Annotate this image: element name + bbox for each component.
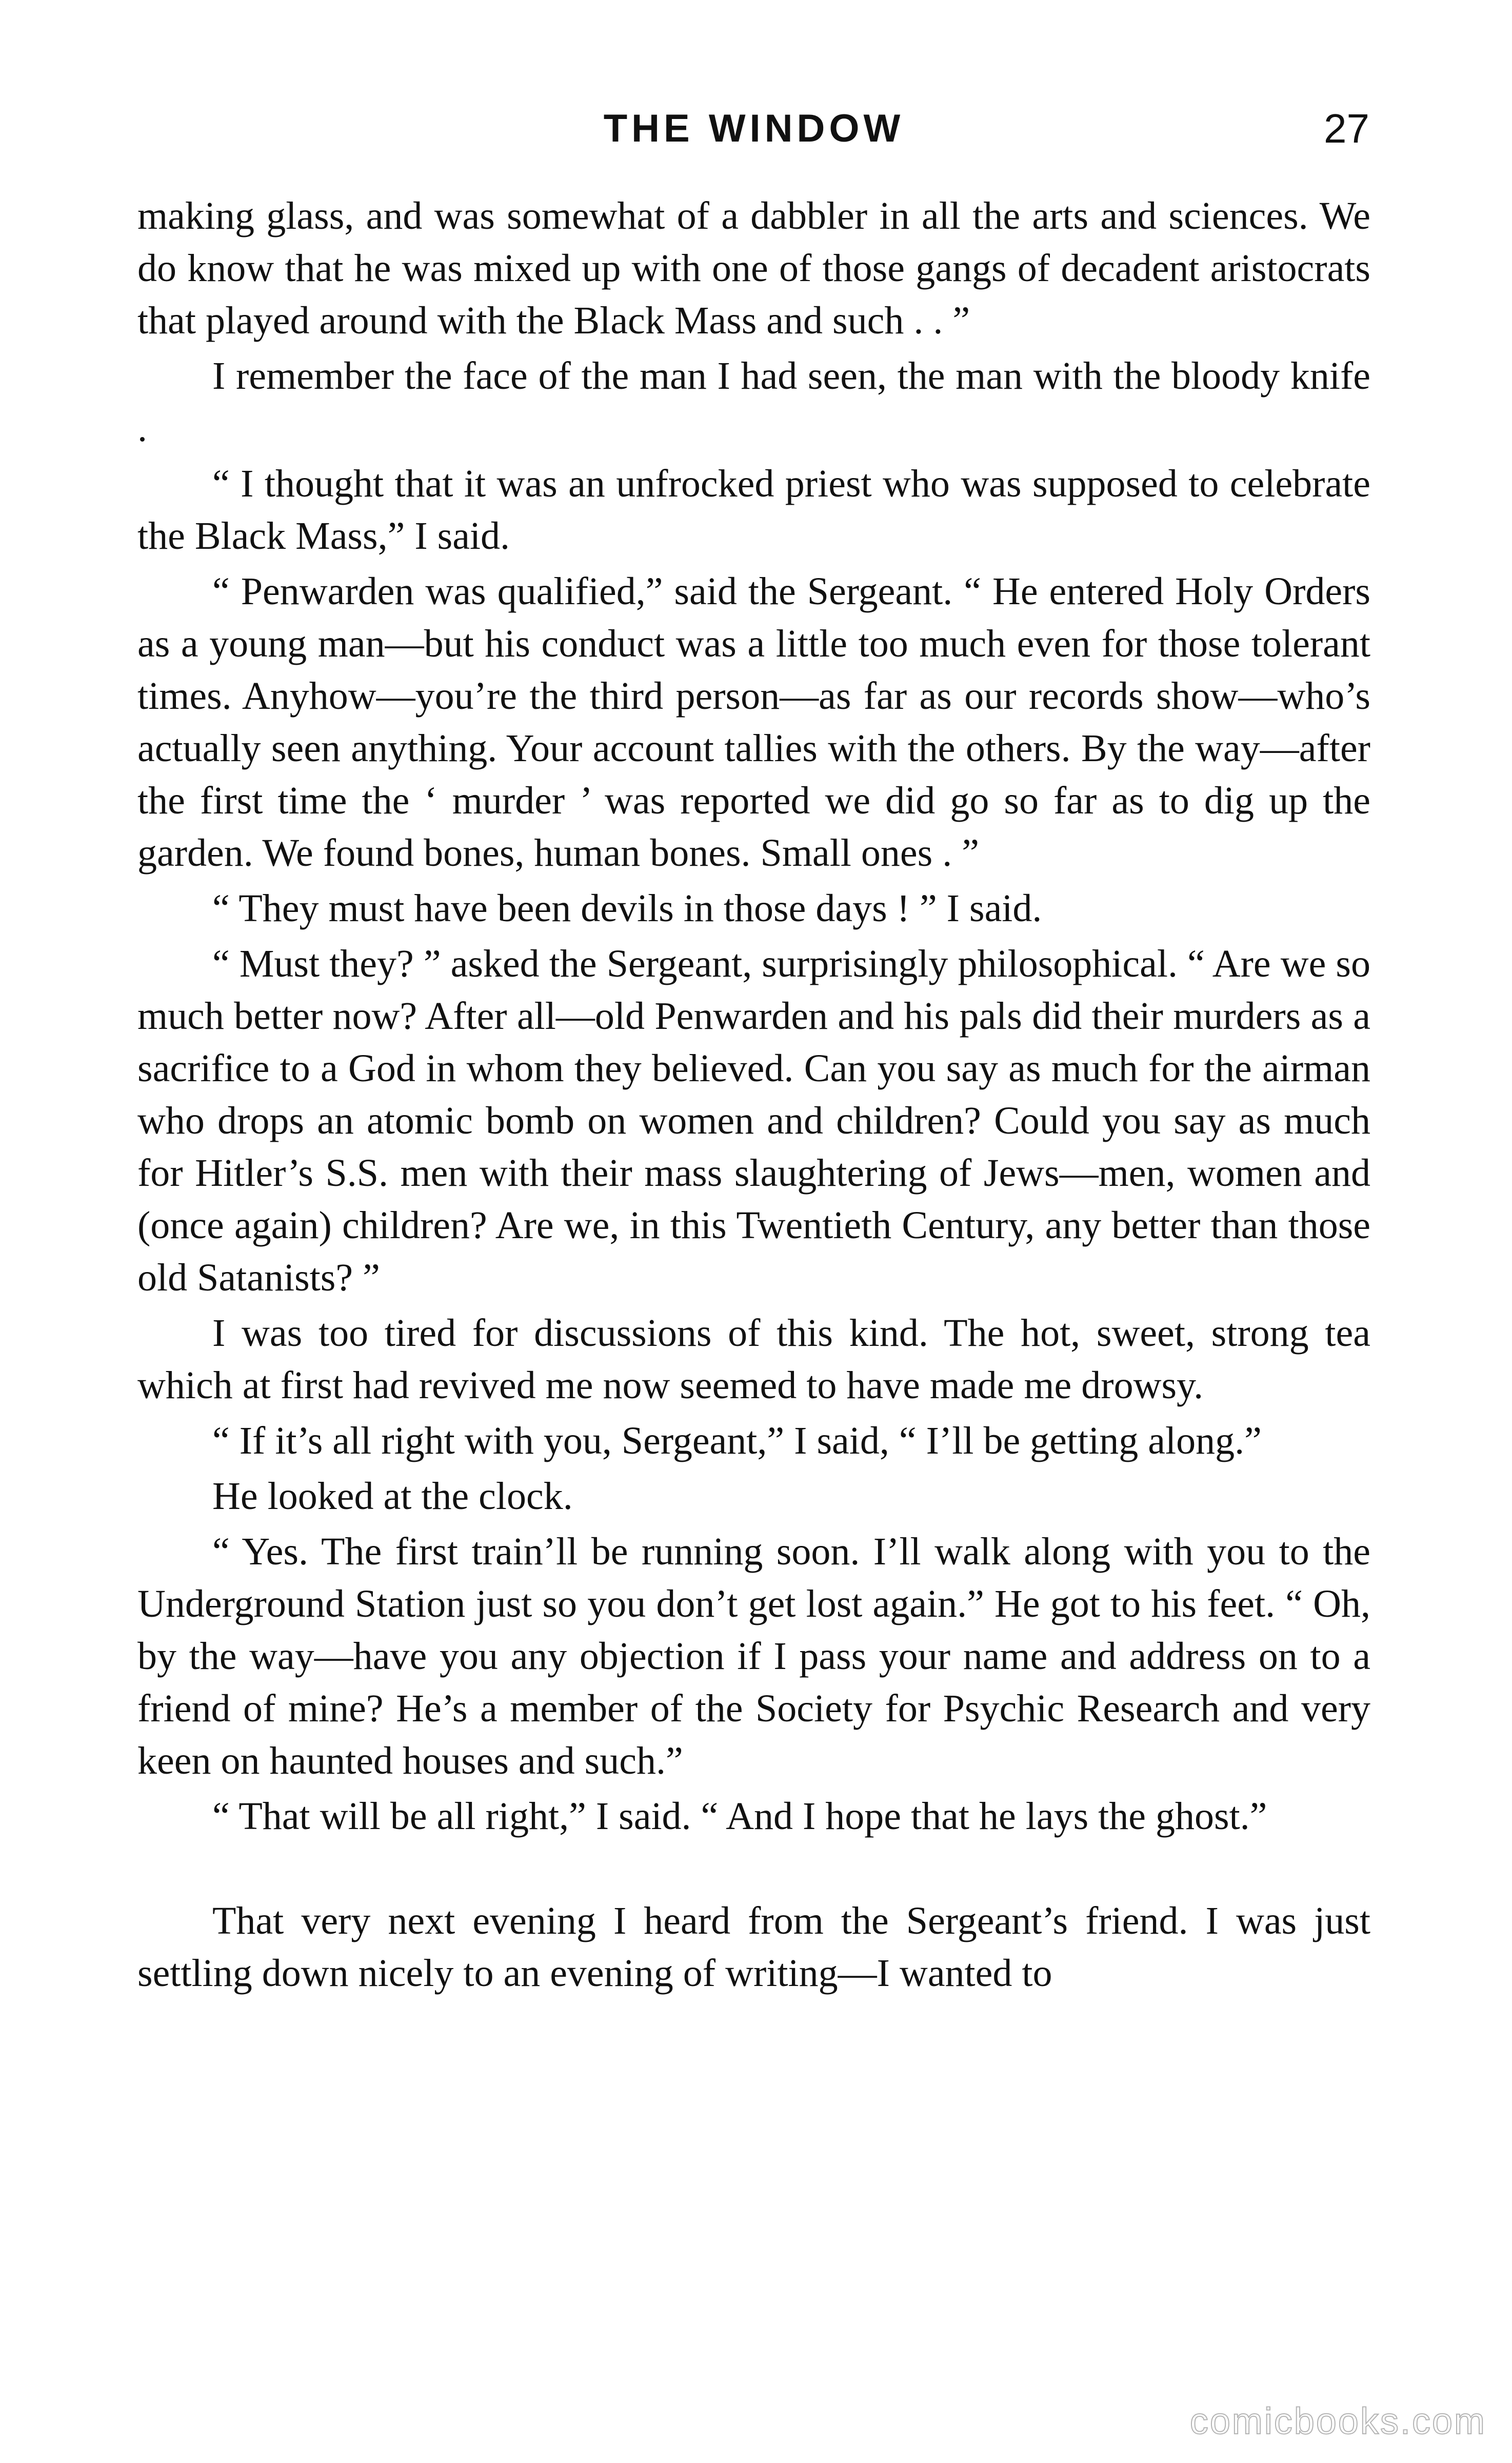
running-title: THE WINDOW: [603, 107, 905, 150]
running-head: [138, 101, 1369, 157]
paragraph: “ Must they? ” asked the Sergeant, surprisingly philosophical. “ Are we so much better now? After all—old Penwarden and his pals did their murders as a sacrifice to a God in whom they believed. Can you say as much for the airman who drops an atomic bomb on women and children? Could you say as much for Hitler’s S.S. men with their mass slaughtering of Jews—men, women and (once again) children? Are we, in this Twentieth Century, any better than those old Satanists? ”: [137, 942, 1370, 1299]
paragraph: “ They must have been devils in those days ! ” I said.: [212, 887, 1042, 930]
watermark: comicbooks.com: [1189, 2401, 1486, 2442]
paragraph: I remember the face of the man I had seen, the man with the bloody knife .: [137, 354, 1370, 450]
paragraph: “ Yes. The first train’ll be running soon. I’ll walk along with you to the Underground Station just so you don’t get lost again.” He got to his feet. “ Oh, by the way—have you any objection if I pass your name and address on to a friend of mine? He’s a member of the Society for Psychic Research and very keen on haunted houses and such.”: [137, 1530, 1370, 1782]
body-text: [137, 190, 1370, 2002]
paragraph: He looked at the clock.: [212, 1475, 573, 1518]
paragraph: “ That will be all right,” I said. “ And I hope that he lays the ghost.”: [212, 1795, 1267, 1838]
page-number: 27: [1324, 106, 1369, 151]
paragraph: “ Penwarden was qualified,” said the Sergeant. “ He entered Holy Orders as a young man—but his conduct was a little too much even for those tolerant times. Anyhow—you’re the third person—as far as our records show—who’s actually seen anything. Your account tallies with the others. By the way—after the first time the ‘ murder ’ was reported we did go so far as to dig up the garden. We found bones, human bones. Small ones . ”: [137, 570, 1370, 875]
section-break: [137, 1845, 1370, 1895]
paragraph: “ If it’s all right with you, Sergeant,” I said, “ I’ll be getting along.”: [212, 1419, 1262, 1462]
paragraph: I was too tired for discussions of this kind. The hot, sweet, strong tea which at first had revived me now seemed to have made me drowsy.: [137, 1312, 1370, 1407]
paragraph: “ I thought that it was an unfrocked priest who was supposed to celebrate the Black Mass,” I said.: [137, 462, 1370, 558]
paragraph: That very next evening I heard from the Sergeant’s friend. I was just settling down nicely to an evening of writing—I wanted to: [137, 1899, 1370, 1995]
paragraph: making glass, and was somewhat of a dabbler in all the arts and sciences. We do know that he was mixed up with one of those gangs of decadent aristocrats that played around with the Black Mass and such . . ”: [137, 194, 1370, 342]
